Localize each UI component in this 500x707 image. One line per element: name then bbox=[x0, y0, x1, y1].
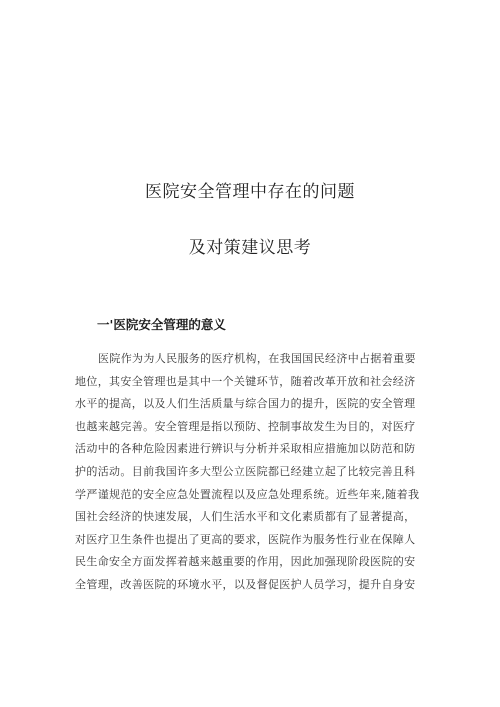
paragraph-line: 水平的提高，以及人们生活质量与综合国力的提升，医院的安全管理 bbox=[75, 397, 416, 411]
paragraph-line: 活动中的各种危险因素进行辨识与分析并采取相应措施加以防范和防 bbox=[75, 442, 416, 456]
paragraph-line: 也越来越完善。安全管理是指以预防、控制事故发生为目的，对医疗 bbox=[75, 419, 416, 433]
section-heading: 一'医院安全管理的意义 bbox=[97, 317, 226, 332]
paragraph-line: 医院作为为人民服务的医疗机构，在我国国民经济中占据着重要 bbox=[98, 352, 416, 365]
paragraph-line: 护的活动。目前我国许多大型公立医院都已经建立起了比较完善且科 bbox=[75, 464, 416, 478]
paragraph-line: 对医疗卫生条件也提出了更高的要求，医院作为服务性行业在保障人 bbox=[75, 532, 416, 546]
paragraph-line: 国社会经济的快速发展，人们生活水平和文化素质都有了显著提高， bbox=[75, 510, 416, 524]
document-title-line-1: 医院安全管理中存在的问题 bbox=[145, 182, 355, 202]
paragraph-line: 全管理，改善医院的环境水平，以及督促医护人员学习，提升自身安 bbox=[75, 577, 416, 591]
body-paragraph bbox=[75, 348, 443, 597]
paragraph-line: 学严谨规范的安全应急处置流程以及应急处理系统。近些年来,随着我 bbox=[75, 487, 420, 501]
paragraph-line: 地位，其安全管理也是其中一个关键环节，随着改革开放和社会经济 bbox=[75, 374, 416, 388]
paragraph-line: 民生命安全方面发挥着越来越重要的作用，因此加强现阶段医院的安 bbox=[75, 555, 416, 569]
document-title-line-2: 及对策建议思考 bbox=[188, 238, 312, 258]
